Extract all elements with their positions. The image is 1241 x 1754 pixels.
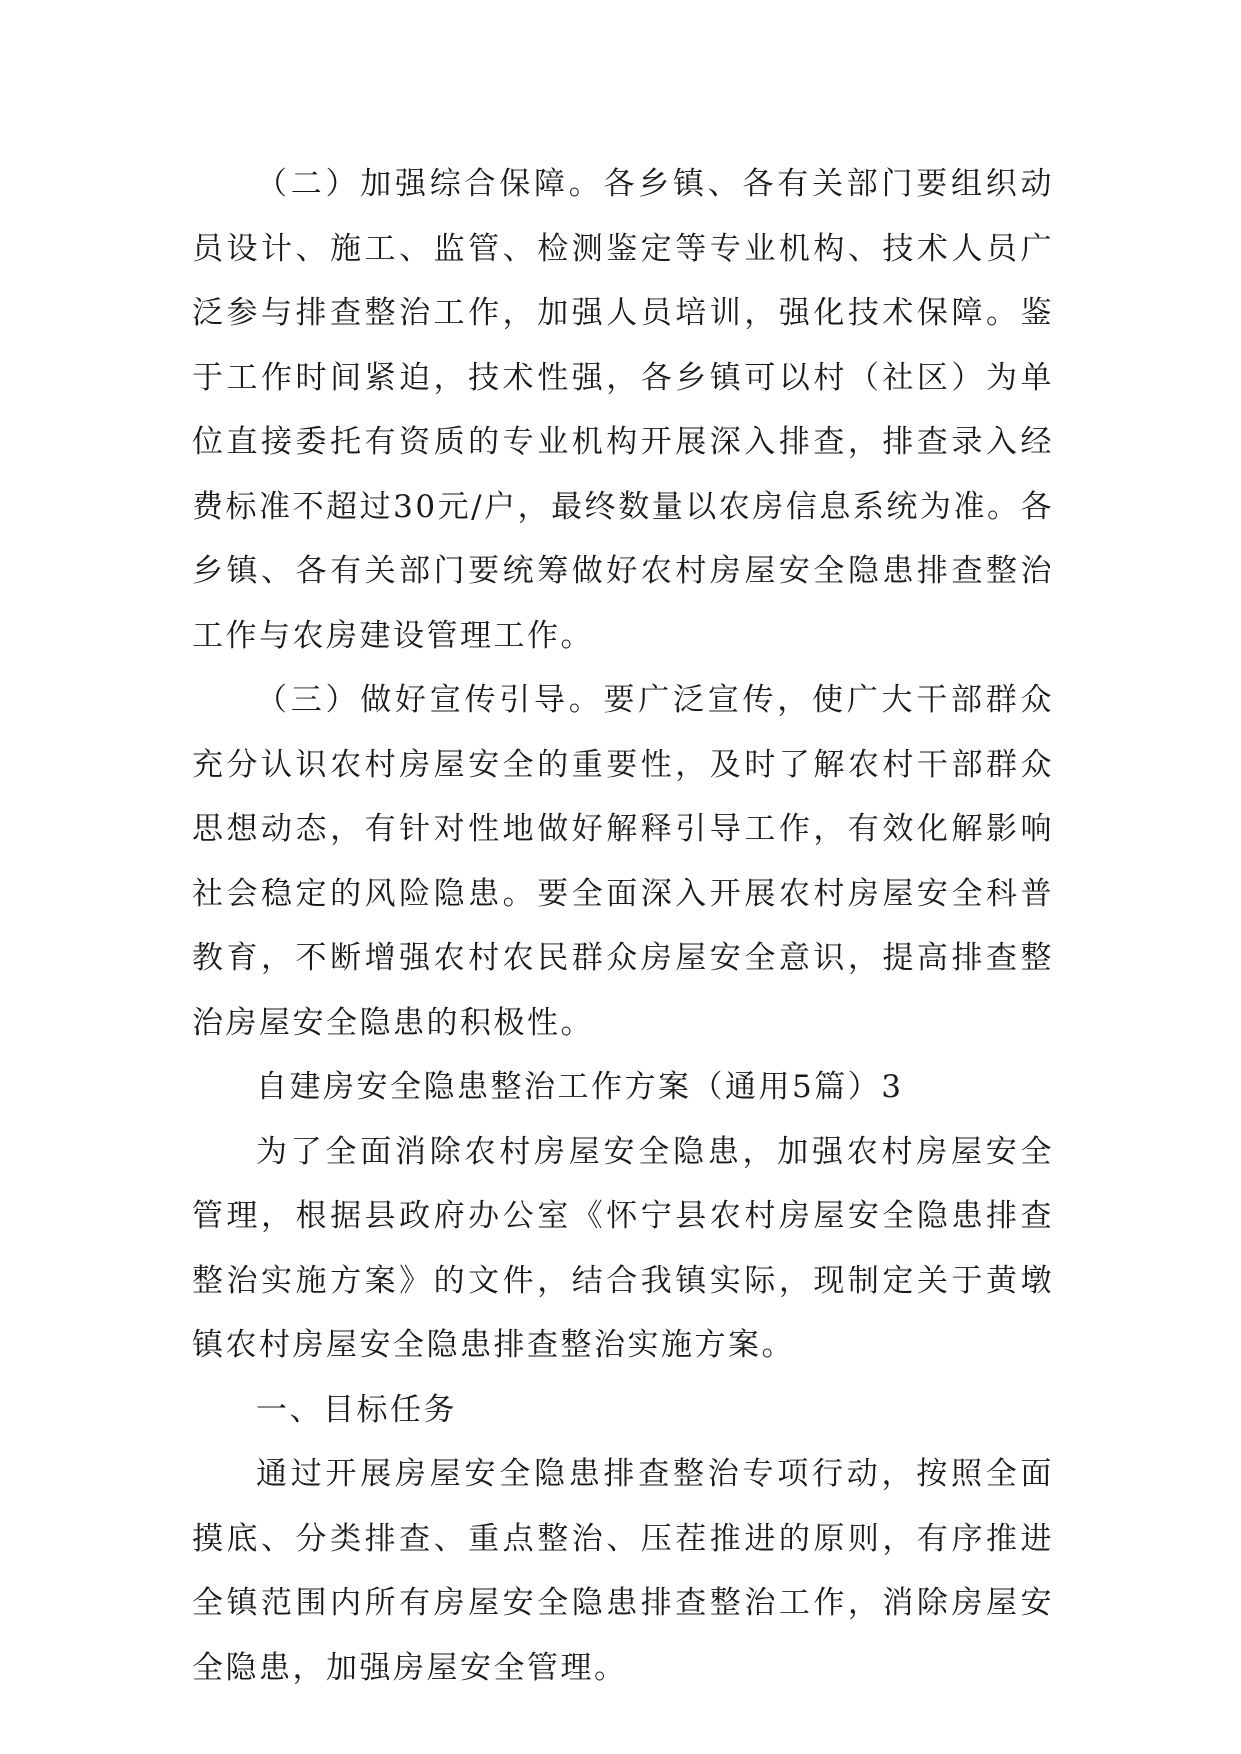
paragraph-intro: 为了全面消除农村房屋安全隐患，加强农村房屋安全管理，根据县政府办公室《怀宁县农村房屋安全隐患排查整治实施方案》的文件，结合我镇实际，现制定关于黄墩镇农村房屋安全隐患排查整治实施方案。 <box>192 1133 1054 1363</box>
heading-objectives: 一、目标任务 <box>256 1391 457 1428</box>
paragraph-comprehensive-guarantee: （二）加强综合保障。各乡镇、各有关部门要组织动员设计、施工、监管、检测鉴定等专业机构、技术人员广泛参与排查整治工作，加强人员培训，强化技术保障。鉴于工作时间紧迫，技术性强，各乡镇可以村（社区）为单位直接委托有资质的专业机构开展深入排查，排查录入经费标准不超过30元/户，最终数量以农房信息系统为准。各乡镇、各有关部门要统筹做好农村房屋安全隐患排查整治工作与农房建设管理工作。 <box>192 166 1054 654</box>
paragraph-publicity-guidance: （三）做好宣传引导。要广泛宣传，使广大干部群众充分认识农村房屋安全的重要性，及时了解农村干部群众思想动态，有针对性地做好解释引导工作，有效化解影响社会稳定的风险隐患。要全面深入开展农村房屋安全科普教育，不断增强农村农民群众房屋安全意识，提高排查整治房屋安全隐患的积极性。 <box>192 682 1054 1041</box>
document-body <box>192 152 1054 1700</box>
paragraph-objectives: 通过开展房屋安全隐患排查整治专项行动，按照全面摸底、分类排查、重点整治、压茬推进的原则，有序推进全镇范围内所有房屋安全隐患排查整治工作，消除房屋安全隐患，加强房屋安全管理。 <box>192 1456 1054 1686</box>
section-title: 自建房安全隐患整治工作方案（通用5篇）3 <box>256 1069 904 1105</box>
